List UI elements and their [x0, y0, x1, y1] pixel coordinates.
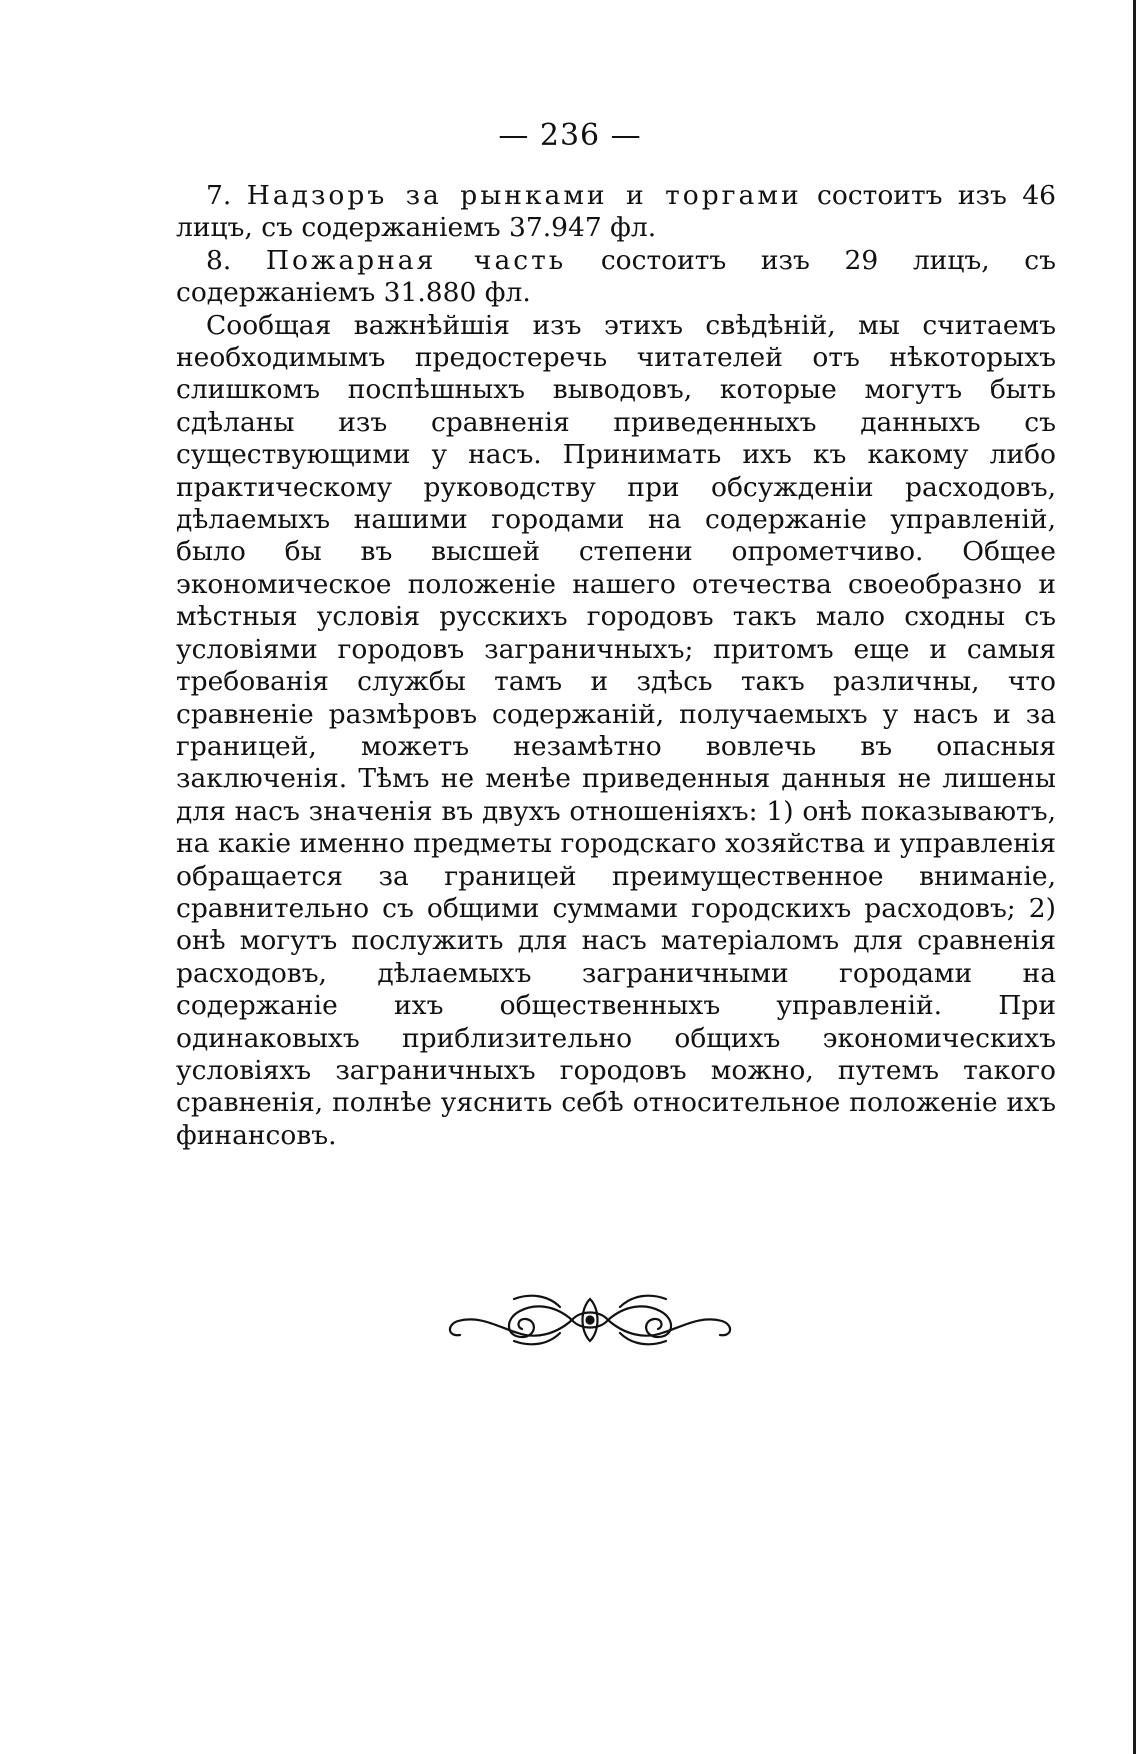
item-text: состоитъ изъ 46 лицъ, съ содержаніемъ 37.947 фл. — [176, 180, 1056, 244]
item-number: 7. — [206, 180, 232, 211]
item-heading: Надзоръ за рынками и торгами — [246, 180, 802, 211]
paragraph-main: Сообщая важнѣйшія изъ этихъ свѣдѣній, мы считаемъ необходимымъ предостеречь читателей отъ нѣкоторыхъ слишкомъ поспѣшныхъ выводовъ, которые могутъ быть сдѣланы изъ сравненія приведенныхъ данныхъ съ существующими у насъ. Принимать ихъ къ какому либо практическому руководству при обсужденіи расходовъ, дѣлаемыхъ нашими городами на содержаніе управленій, было бы въ высшей степени опрометчиво. Общее экономическое положеніе нашего отечества своеобразно и мѣстныя условія русскихъ городовъ такъ мало сходны съ условіями городовъ заграничныхъ; притомъ еще и самыя требованія службы тамъ и здѣсь такъ различны, что сравненіе размѣровъ содержаній, получаемыхъ у насъ и за границей, можетъ незамѣтно вовлечь въ опасныя заключенія. Тѣмъ не менѣе приведенныя данныя не лишены для насъ значенія въ двухъ отношеніяхъ: 1) онѣ показываютъ, на какіе именно предметы городскаго хозяйства и управленія обращается за границей преимущественное вниманіе, сравнительно съ общими суммами городскихъ расходовъ; 2) онѣ могутъ послужить для насъ матеріаломъ для сравненія расходовъ, дѣлаемыхъ заграничными городами на содержаніе ихъ общественныхъ управленій. При одинаковыхъ приблизительно общихъ экономическихъ условіяхъ заграничныхъ городовъ можно, путемъ такого сравненія, полнѣе уяснить себѣ относительное положеніе ихъ финансовъ. — [176, 309, 1056, 1151]
item-number: 8. — [206, 244, 232, 276]
page-edge-line — [1133, 0, 1136, 1754]
body-text — [176, 180, 1056, 1152]
paragraph-item-7 — [176, 180, 1056, 245]
page-number: — 236 — — [498, 118, 642, 153]
scroll-ornament-icon — [440, 1285, 740, 1355]
item-heading: Пожарная часть — [265, 244, 567, 276]
item-text: состоитъ изъ 29 лицъ, съ содержаніемъ 31.880 фл. — [176, 244, 1056, 309]
paragraph-item-8 — [176, 245, 1056, 310]
